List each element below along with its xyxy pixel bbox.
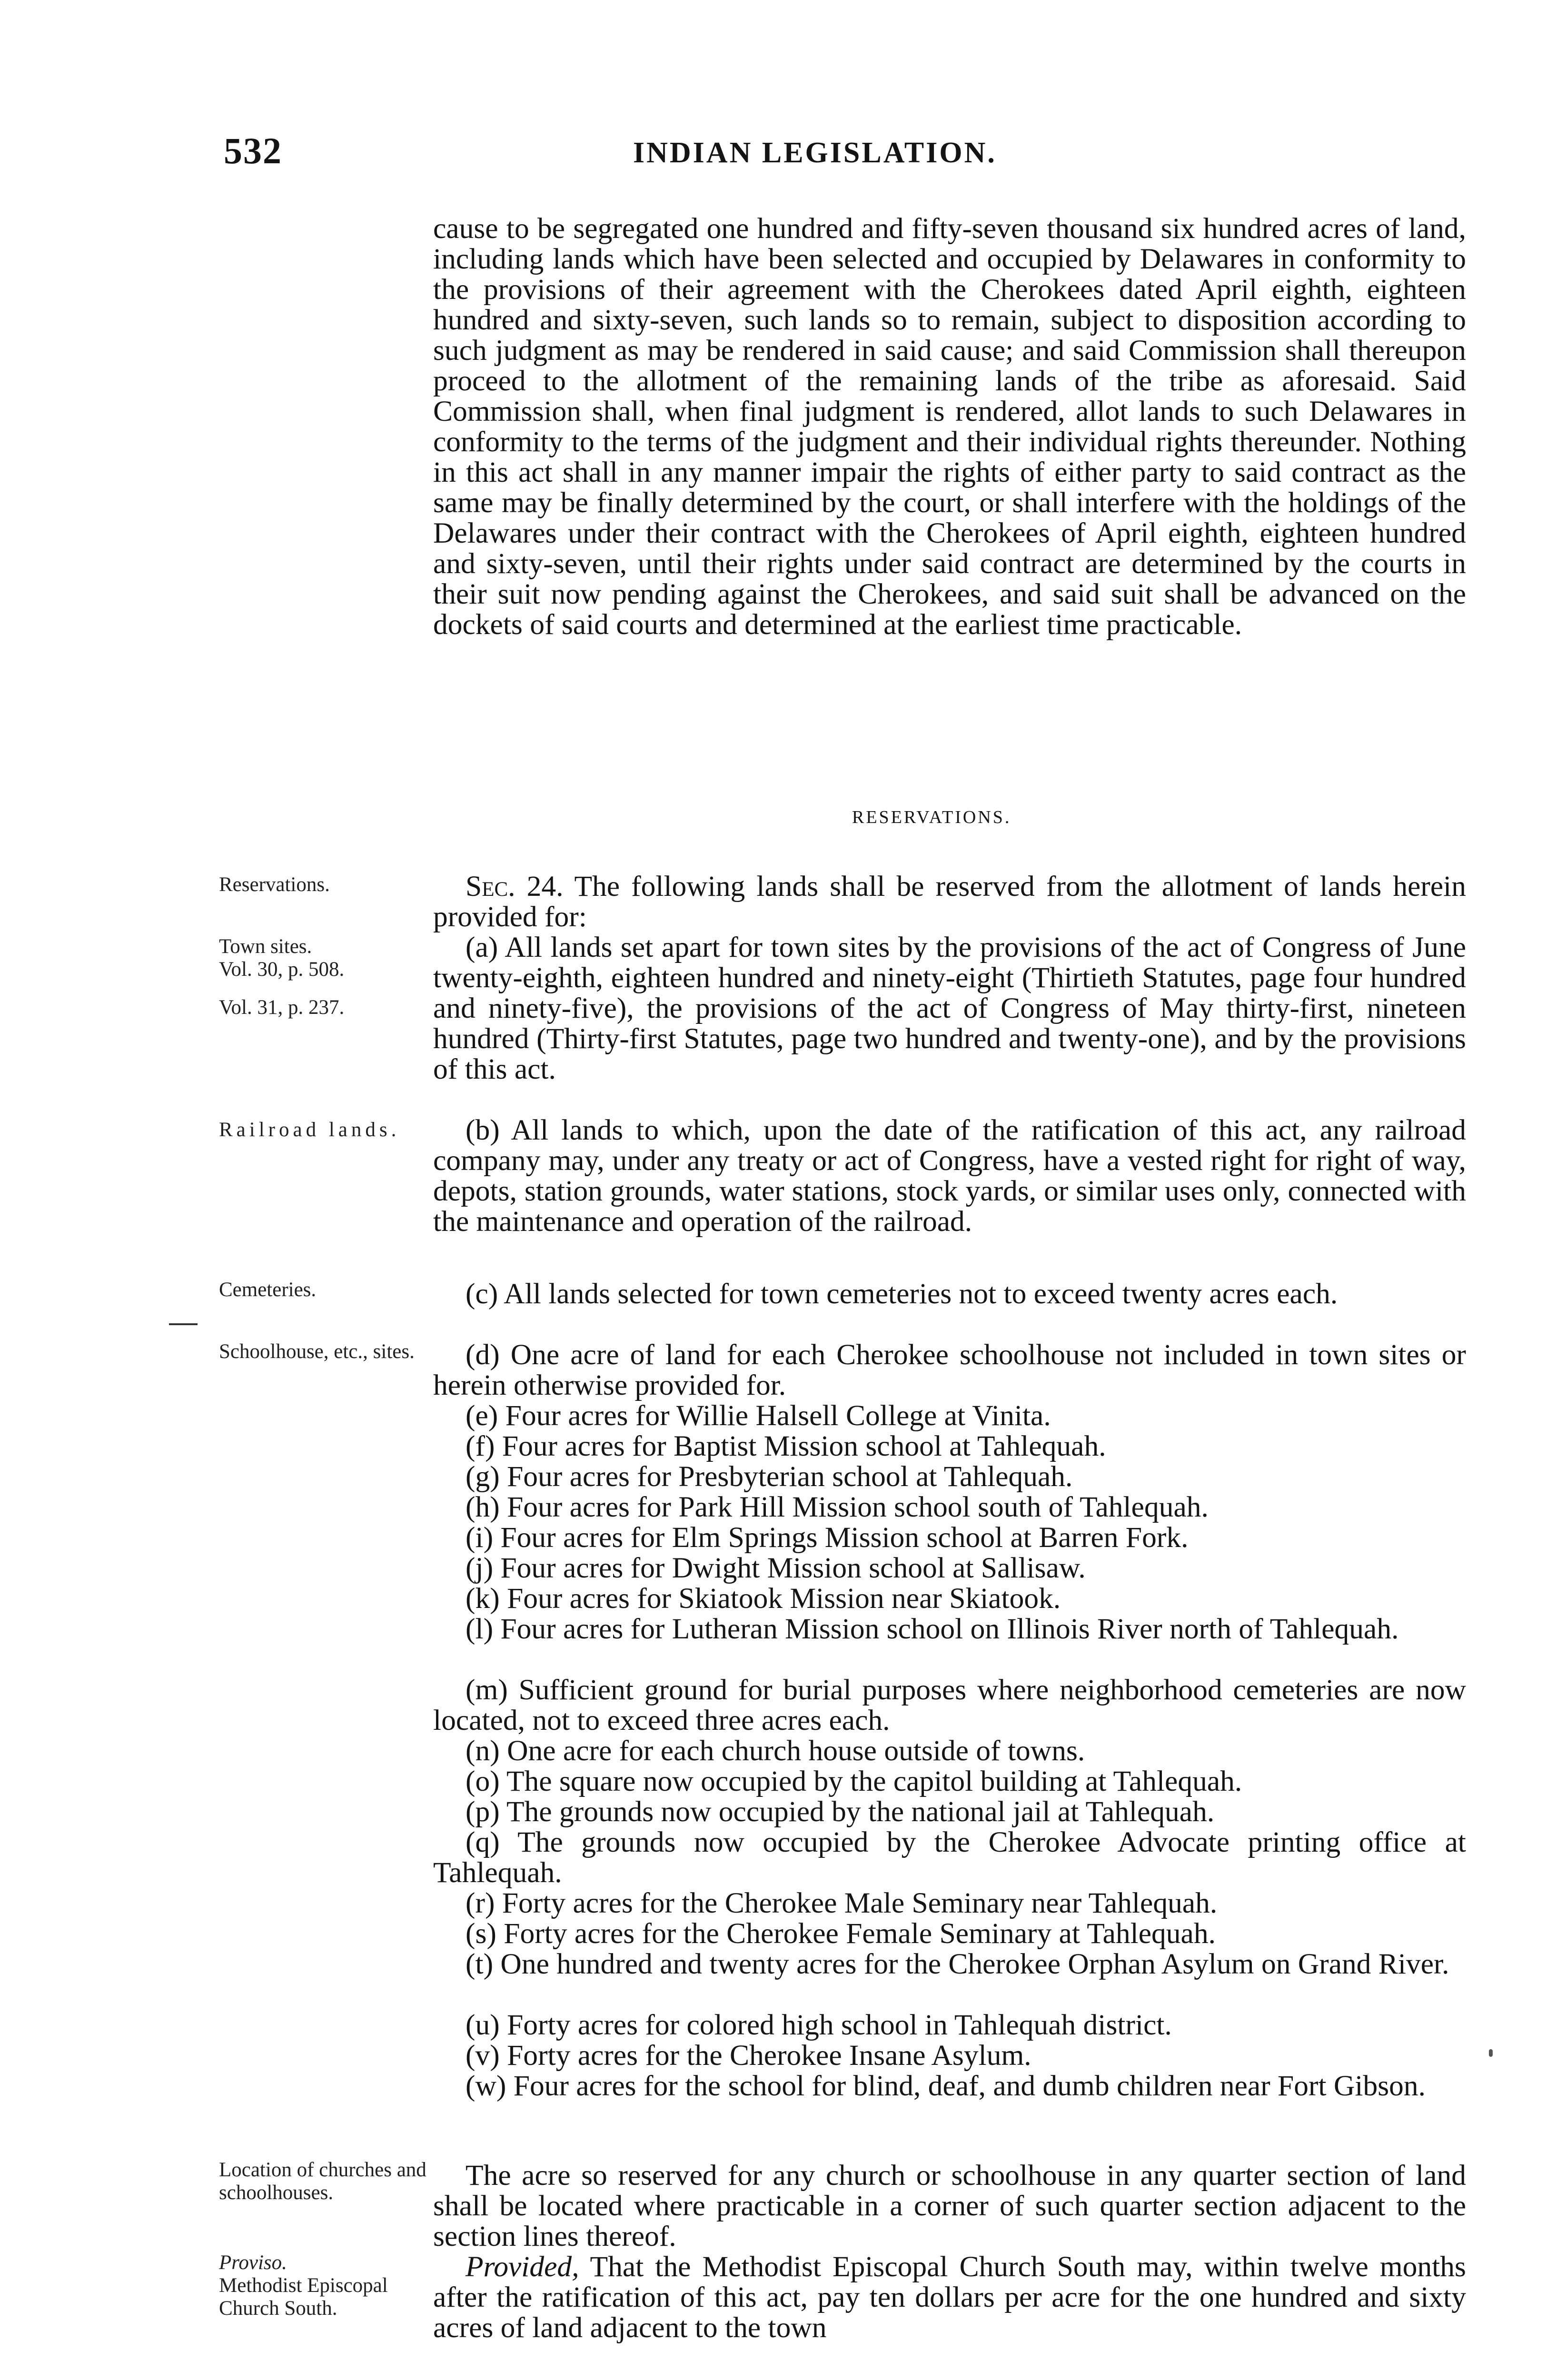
list-item: (o) The square now occupied by the capitol building at Tahlequah. <box>466 1765 1242 1797</box>
sidenote-railroad: Railroad lands. <box>219 1119 400 1141</box>
section-paragraph <box>433 871 1466 932</box>
page-number: 532 <box>224 130 282 171</box>
sidenote-cemeteries: Cemeteries. <box>219 1279 317 1301</box>
proviso-text: That the Methodist Episcopal Church South may, within twelve months after the ratification of this act, pay ten dollars per acre for the one hundred and sixty acres of land adjacent to the town <box>433 2251 1466 2344</box>
intro-paragraph: cause to be segregated one hundred and fifty-seven thousand six hundred acres of land, including lands which have been selected and occupied by Delawares in conformity to the provisions of their agreement with the Cherokees dated April eighth, eighteen hundred and sixty-seven, such lands so to remain, subject to disposition according to such judgment as may be rendered in said cause; and said Commission shall thereupon proceed to the allotment of the remaining lands of the tribe as aforesaid. Said Commission shall, when final judgment is rendered, allot lands to such Delawares in conformity to the terms of the judgment and their individual rights thereunder. Nothing in this act shall in any manner impair the rights of either party to said contract as the same may be finally determined by the court, or shall interfere with the holdings of the Delawares under their contract with the Cherokees of April eighth, eighteen hundred and sixty-seven, until their rights under said contract are determined by the courts in their suit now pending against the Cherokees, and said suit shall be advanced on the dockets of said courts and determined at the earliest time practicable. <box>433 212 1466 641</box>
list-item: (f) Four acres for Baptist Mission school at Tahlequah. <box>466 1430 1106 1462</box>
list-item: (s) Forty acres for the Cherokee Female Seminary at Tahlequah. <box>466 1917 1216 1950</box>
list-item: (a) All lands set apart for town sites by the provisions of the act of Congress of June twenty-eighth, eighteen hundred and ninety-eight (Thirtieth Statutes, page four hundred and ninety-five), the provisions of the act of Congress of May thirty-first, nineteen hundred (Thirty-first Statutes, page two hundred and twenty-one), and by the provisions of this act. <box>433 931 1466 1085</box>
sidenote-location: Location of churches and schoolhouses. <box>219 2159 426 2204</box>
sidenote-reservations: Reservations. <box>219 873 330 896</box>
list-item: (w) Four acres for the school for blind, deaf, and dumb children near Fort Gibson. <box>466 2070 1426 2102</box>
section-text: The following lands shall be reserved from the allotment of lands herein provided for: <box>433 870 1467 933</box>
list-item: (r) Forty acres for the Cherokee Male Seminary near Tahlequah. <box>466 1887 1218 1919</box>
margin-mark <box>169 1323 198 1325</box>
list-item: (h) Four acres for Park Hill Mission school south of Tahlequah. <box>466 1491 1209 1523</box>
running-head: INDIAN LEGISLATION. <box>633 137 997 169</box>
list-item: (g) Four acres for Presbyterian school at Tahlequah. <box>466 1460 1073 1493</box>
page-header <box>0 129 1556 177</box>
proviso-label: Provided, <box>466 2251 579 2283</box>
list-item: (i) Four acres for Elm Springs Mission school at Barren Fork. <box>466 1521 1189 1554</box>
list-item: (u) Forty acres for colored high school in Tahlequah district. <box>466 2009 1172 2041</box>
list-item: (e) Four acres for Willie Halsell College at Vinita. <box>466 1399 1051 1432</box>
sidenote-vol31: Vol. 31, p. 237. <box>219 996 345 1019</box>
list-item: (j) Four acres for Dwight Mission school at Sallisaw. <box>466 1552 1086 1584</box>
proviso-paragraph <box>433 2251 1466 2343</box>
list-item: (b) All lands to which, upon the date of the ratification of this act, any railroad company may, under any treaty or act of Congress, have a vested right for right of way, depots, station grounds, water stations, stock yards, or similar uses only, connected with the maintenance and operation of the railroad. <box>433 1114 1466 1238</box>
location-paragraph: The acre so reserved for any church or schoolhouse in any quarter section of land shall be located where practicable in a corner of such quarter section adjacent to the section lines thereof. <box>433 2159 1466 2252</box>
list-item: (n) One acre for each church house outside of towns. <box>466 1735 1085 1767</box>
margin-dot <box>1489 2049 1493 2057</box>
list-item: (m) Sufficient ground for burial purposes where neighborhood cemeteries are now located, not to exceed three acres each. <box>433 1674 1466 1736</box>
list-item: (v) Forty acres for the Cherokee Insane Asylum. <box>466 2039 1031 2072</box>
list-item: (l) Four acres for Lutheran Mission school on Illinois River north of Tahlequah. <box>466 1613 1399 1645</box>
sidenote-methodist: Methodist Episcopal Church South. <box>219 2274 388 2320</box>
sidenote-town-sites: Town sites. <box>219 935 312 958</box>
list-item: (t) One hundred and twenty acres for the Cherokee Orphan Asylum on Grand River. <box>466 1948 1449 1980</box>
list-item: (k) Four acres for Skiatook Mission near Skiatook. <box>466 1582 1061 1615</box>
list-item: (d) One acre of land for each Cherokee schoolhouse not included in town sites or herein otherwise provided for. <box>433 1339 1466 1401</box>
list-item: (c) All lands selected for town cemeteries not to exceed twenty acres each. <box>466 1278 1338 1310</box>
sidenote-schoolhouse: Schoolhouse, etc., sites. <box>219 1340 415 1363</box>
list-item: (p) The grounds now occupied by the national jail at Tahlequah. <box>466 1795 1215 1828</box>
list-item: (q) The grounds now occupied by the Cherokee Advocate printing office at Tahlequah. <box>433 1826 1466 1889</box>
sidenote-vol30: Vol. 30, p. 508. <box>219 958 345 981</box>
section-heading: RESERVATIONS. <box>852 807 1011 827</box>
sidenote-proviso: Proviso. <box>219 2251 287 2274</box>
section-label: Sec. 24. <box>466 870 564 902</box>
